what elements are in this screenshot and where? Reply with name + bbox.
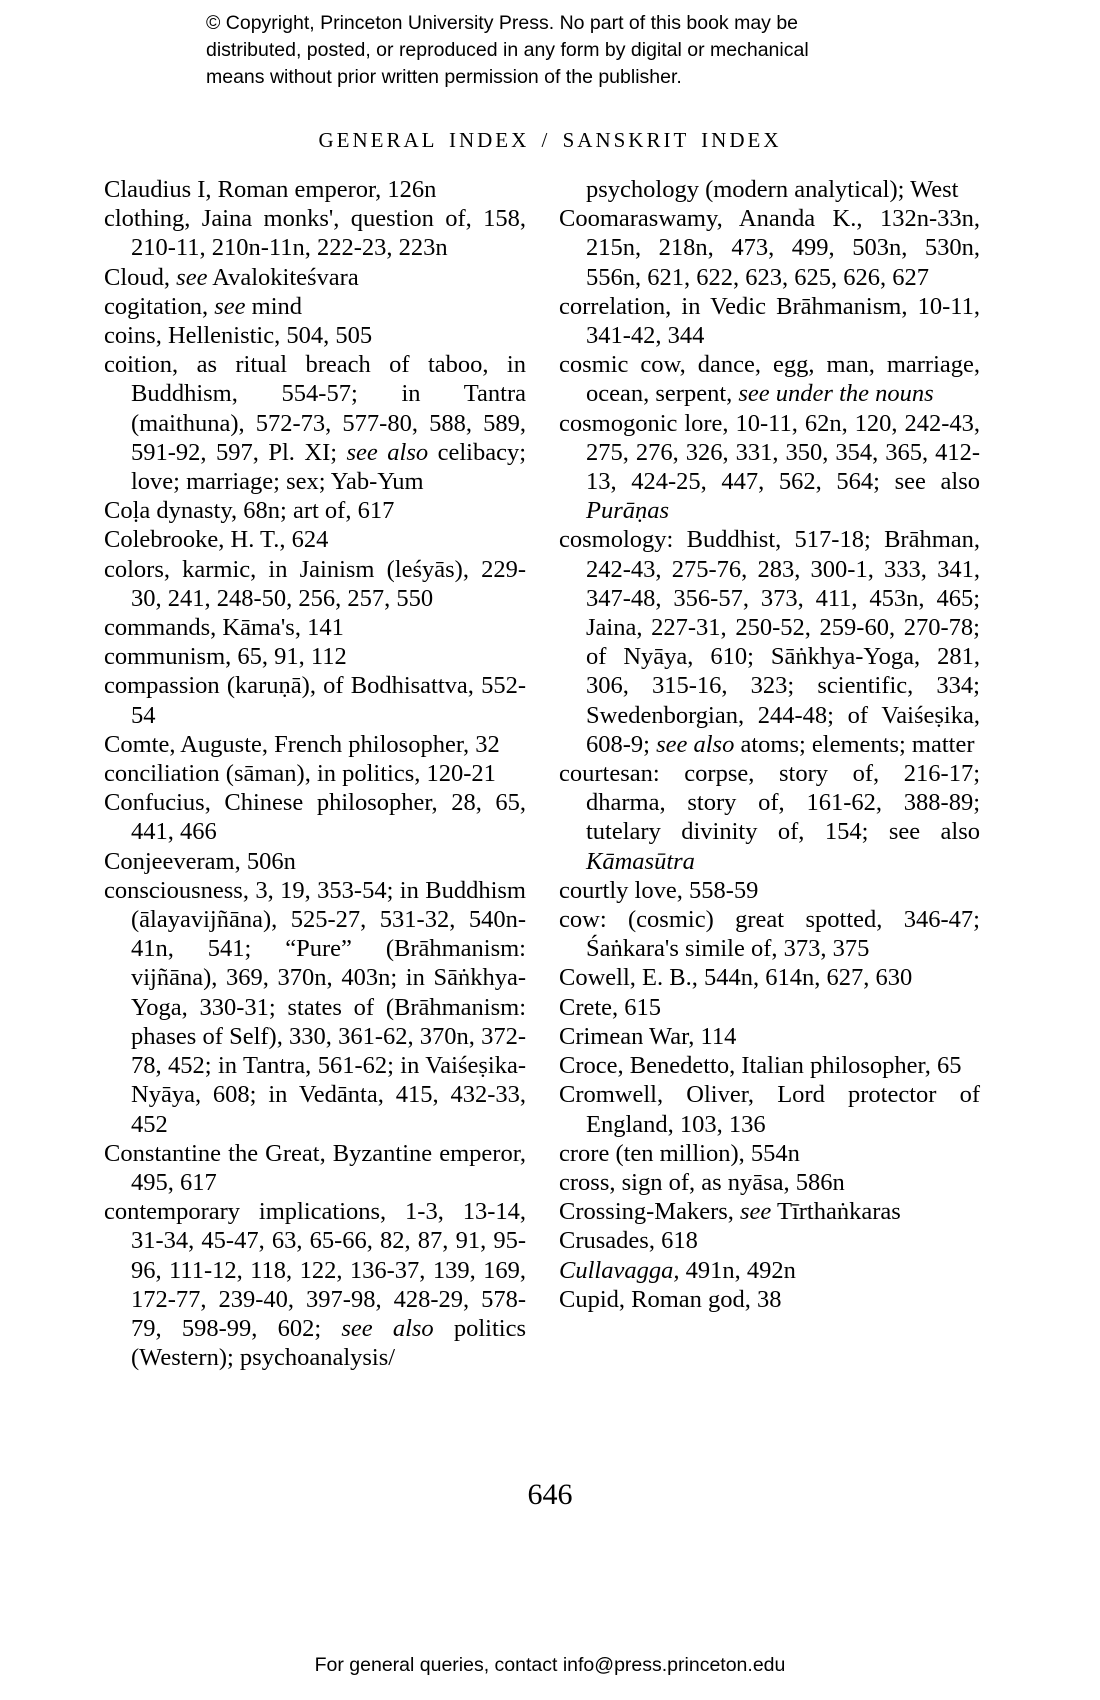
index-entry-text: Confucius, Chinese philosopher, 28, 65, 441, 466 [104, 789, 526, 846]
copyright-notice [206, 10, 926, 91]
index-entry-text: coition, as ritual breach of taboo, in Buddhism, 554-57; in Tantra (maithuna), 572-73, 577-80, 588, 589, 591-92, 597, Pl. XI; [104, 351, 526, 466]
index-entry-text: celibacy; love; marriage; sex; Yab-Yum [131, 438, 527, 496]
index-column-right [559, 175, 980, 1314]
index-entry [104, 496, 526, 525]
index-entry-text: atoms; elements; matter [734, 730, 975, 758]
index-entry [559, 1197, 980, 1226]
index-entry-text: cross, sign of, as nyāsa, 586n [559, 1168, 845, 1196]
index-entry-text: Crimean War, 114 [559, 1022, 737, 1050]
index-entry [104, 321, 526, 350]
index-entry [104, 876, 526, 1139]
index-entry-text: Colebrooke, H. T., 624 [104, 526, 329, 554]
index-entry [104, 613, 526, 642]
footer-contact: For general queries, contact info@press.princeton.edu [314, 1654, 786, 1676]
index-entry-text: Crusades, 618 [559, 1227, 698, 1255]
index-entry-text: compassion (karuṇā), of Bodhisattva, 552-54 [104, 672, 526, 729]
index-entry [559, 1139, 980, 1168]
index-entry-italic: Kāmasūtra [586, 847, 695, 875]
copyright-line: distributed, posted, or reproduced in any form by digital or mechanical [206, 39, 809, 61]
index-entry [104, 1139, 526, 1197]
index-entry [559, 1256, 980, 1285]
index-entry-text: Cromwell, Oliver, Lord protector of England, 103, 136 [559, 1081, 980, 1138]
index-entry-text: Cupid, Roman god, 38 [559, 1285, 782, 1313]
index-entry-italic: Cullavagga, [559, 1256, 680, 1284]
index-entry [104, 555, 526, 613]
index-entry [104, 1197, 526, 1372]
index-entry-text: crore (ten million), 554n [559, 1139, 800, 1167]
index-entry [104, 788, 526, 846]
index-entry-text: courtly love, 558-59 [559, 876, 759, 904]
index-entry-text: Claudius I, Roman emperor, 126n [104, 176, 437, 203]
index-entry [104, 263, 526, 292]
index-entry [559, 1285, 980, 1314]
index-entry-text: Cloud, [104, 263, 177, 291]
index-entry [559, 292, 980, 350]
index-entry [559, 409, 980, 526]
index-entry-text: cogitation, [104, 292, 215, 320]
index-entry-text: cow: (cosmic) great spotted, 346-47; Śaṅkara's simile of, 373, 375 [559, 906, 980, 963]
index-entry-text: 491n, 492n [679, 1256, 796, 1284]
index-entry-text: cosmic cow, dance, egg, man, marriage, ocean, serpent, [559, 351, 980, 408]
copyright-line: means without prior written permission of the publisher. [206, 66, 682, 88]
index-entry-text: Crossing-Makers, [559, 1198, 741, 1226]
index-entry [559, 1080, 980, 1138]
index-entry-italic: see also [341, 1314, 434, 1342]
index-entry-text: Comte, Auguste, French philosopher, 32 [104, 730, 500, 758]
index-entry-text: Crete, 615 [559, 993, 662, 1021]
index-entry-text: coins, Hellenistic, 504, 505 [104, 322, 373, 350]
index-entry-text: psychology (modern analytical); West [586, 176, 959, 203]
index-entry-italic: see [740, 1198, 772, 1226]
index-entry [104, 204, 526, 262]
index-entry [559, 1168, 980, 1197]
index-entry-italic: see also [346, 438, 429, 466]
index-entry-italic: Purāṇas [586, 497, 670, 525]
index-entry-text: mind [245, 292, 303, 320]
index-entry [559, 525, 980, 759]
index-entry [559, 759, 980, 876]
index-entry-italic: see under the nouns [738, 380, 934, 408]
index-entry-text: Constantine the Great, Byzantine emperor, 495, 617 [104, 1139, 526, 1196]
page-number: 646 [527, 1478, 573, 1511]
index-entry-text: Coḷa dynasty, 68n; art of, 617 [104, 497, 395, 525]
index-entry-text: politics (Western); psychoanalysis/ [131, 1314, 526, 1372]
index-entry [104, 350, 526, 496]
index-entry-text: Croce, Benedetto, Italian philosopher, 65 [559, 1052, 962, 1080]
index-entry [559, 905, 980, 963]
index-entry [559, 175, 980, 204]
index-entry [104, 759, 526, 788]
index-entry [559, 963, 980, 992]
index-entry-text: Avalokiteśvara [207, 263, 359, 291]
index-entry-text: courtesan: corpse, story of, 216-17; dharma, story of, 161-62, 388-89; tutelary divinity of, 154; see also [559, 760, 980, 846]
index-entry [559, 1051, 980, 1080]
index-entry-italic: see [176, 263, 208, 291]
index-entry [559, 204, 980, 292]
index-entry-text: Cowell, E. B., 544n, 614n, 627, 630 [559, 964, 913, 992]
index-column-left [104, 175, 526, 1372]
index-entry [104, 642, 526, 671]
index-entry-text: conciliation (sāman), in politics, 120-21 [104, 760, 496, 788]
index-entry [104, 730, 526, 759]
running-head: GENERAL INDEX / SANSKRIT INDEX [318, 128, 782, 152]
index-entry-text: Conjeeveram, 506n [104, 847, 296, 875]
index-entry-text: Tīrthaṅkaras [771, 1198, 901, 1226]
index-entry-text: cosmogonic lore, 10-11, 62n, 120, 242-43, 275, 276, 326, 331, 350, 354, 365, 412-13, 424-25, 447, 562, 564; see also [559, 409, 980, 496]
index-entry-text: contemporary implications, 1-3, 13-14, 31-34, 45-47, 63, 65-66, 82, 87, 91, 95-96, 111-12, 118, 122, 136-37, 139, 169, 172-77, 239-40, 397-98, 428-29, 578-79, 598-99, 602; [104, 1198, 526, 1342]
index-entry [559, 1022, 980, 1051]
index-entry [104, 847, 526, 876]
index-entry-text: commands, Kāma's, 141 [104, 614, 344, 642]
index-entry [104, 175, 526, 204]
index-entry [559, 876, 980, 905]
index-entry [559, 1226, 980, 1255]
index-entry-text: correlation, in Vedic Brāhmanism, 10-11, 341-42, 344 [559, 292, 980, 350]
index-entry-text: colors, karmic, in Jainism (leśyās), 229-30, 241, 248-50, 256, 257, 550 [104, 555, 526, 612]
index-entry [559, 350, 980, 408]
index-entry-text: communism, 65, 91, 112 [104, 643, 347, 671]
index-entry-text: cosmology: Buddhist, 517-18; Brāhman, 242-43, 275-76, 283, 300-1, 333, 341, 347-48, 356-57, 373, 411, 453n, 465; Jaina, 227-31, 250-52, 259-60, 270-78; of Nyāya, 610; Sāṅkhya-Yoga, 281, 306, 315-16, 323; scientific, 334; Swedenborgian, 244-48; of Vaiśeṣika, 608-9; [559, 526, 980, 758]
index-entry [104, 671, 526, 729]
copyright-line: © Copyright, Princeton University Press. No part of this book may be [206, 12, 799, 34]
index-entry-italic: see also [656, 730, 735, 758]
index-entry-italic: see [214, 292, 246, 320]
index-entry-text: consciousness, 3, 19, 353-54; in Buddhism (ālayavijñāna), 525-27, 531-32, 540n-41n, 541; “Pure” (Brāhmanism: vijñāna), 369, 370n, 403n; in Sāṅkhya-Yoga, 330-31; states of (Brāhmanism: phases of Self), 330, 361-62, 370n, 372-78, 452; in Tantra, 561-62; in Vaiśeṣika-Nyāya, 608; in Vedānta, 415, 432-33, 452 [104, 876, 526, 1138]
index-entry [104, 525, 526, 554]
index-entry-text: Coomaraswamy, Ananda K., 132n-33n, 215n, 218n, 473, 499, 503n, 530n, 556n, 621, 622, 623, 625, 626, 627 [559, 205, 980, 291]
index-entry [104, 292, 526, 321]
index-entry [559, 993, 980, 1022]
index-entry-text: clothing, Jaina monks', question of, 158, 210-11, 210n-11n, 222-23, 223n [104, 205, 526, 262]
